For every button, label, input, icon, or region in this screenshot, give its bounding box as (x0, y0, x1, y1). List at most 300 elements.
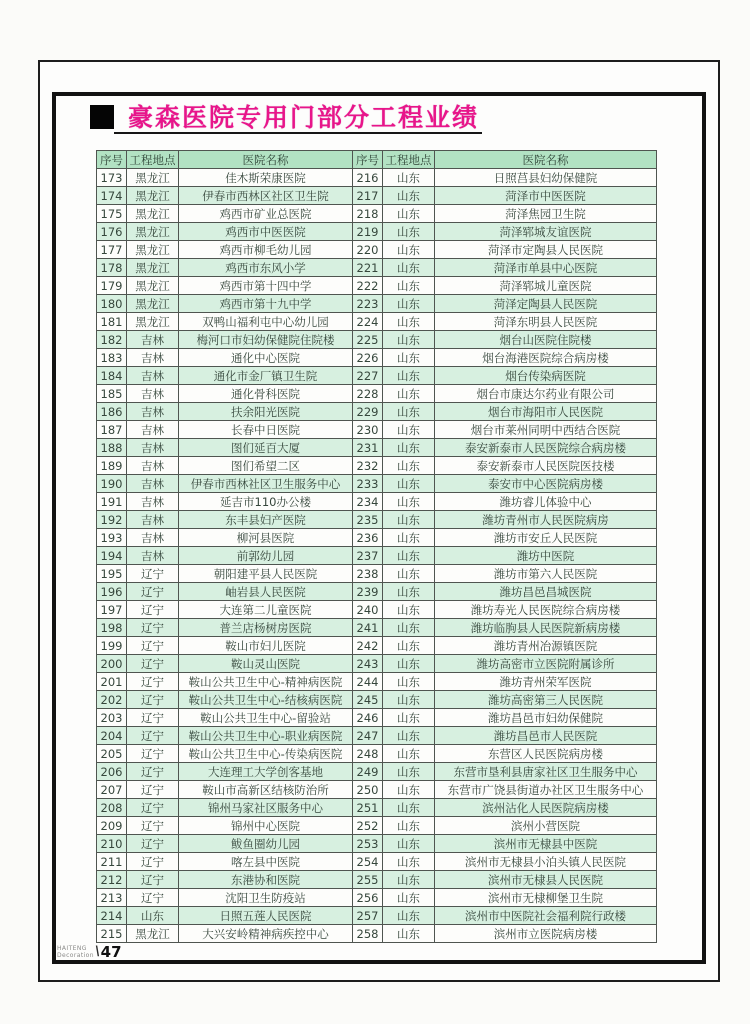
header-serial-right: 序号 (353, 151, 383, 169)
serial-cell: 178 (97, 259, 127, 277)
table-row (97, 187, 657, 205)
brand-line2: Decoration (57, 951, 94, 959)
table-header (97, 151, 657, 169)
hospital-name-cell: 日照莒县妇幼保健院 (435, 169, 657, 187)
table-row (97, 889, 657, 907)
hospital-name-cell: 双鸭山福利屯中心幼儿园 (179, 313, 353, 331)
hospital-name-cell: 泰安新泰市人民医院医技楼 (435, 457, 657, 475)
hospital-name-cell: 潍坊高密市立医院附属诊所 (435, 655, 657, 673)
location-cell: 吉林 (127, 349, 179, 367)
header-location-right: 工程地点 (383, 151, 435, 169)
serial-cell: 226 (353, 349, 383, 367)
hospital-name-cell: 潍坊临朐县人民医院新病房楼 (435, 619, 657, 637)
location-cell: 吉林 (127, 403, 179, 421)
hospital-name-cell: 日照五莲人民医院 (179, 907, 353, 925)
hospital-name-cell: 泰安新泰市人民医院综合病房楼 (435, 439, 657, 457)
serial-cell: 186 (97, 403, 127, 421)
location-cell: 吉林 (127, 367, 179, 385)
serial-cell: 206 (97, 763, 127, 781)
serial-cell: 222 (353, 277, 383, 295)
hospital-name-cell: 岫岩县人民医院 (179, 583, 353, 601)
hospital-name-cell: 菏泽市定陶县人民医院 (435, 241, 657, 259)
hospital-name-cell: 滨州市无棣县人民医院 (435, 871, 657, 889)
location-cell: 黑龙江 (127, 187, 179, 205)
location-cell: 吉林 (127, 439, 179, 457)
location-cell: 黑龙江 (127, 223, 179, 241)
serial-cell: 220 (353, 241, 383, 259)
table-row (97, 745, 657, 763)
table-body (97, 169, 657, 943)
serial-cell: 174 (97, 187, 127, 205)
table-row (97, 241, 657, 259)
hospital-name-cell: 通化市金厂镇卫生院 (179, 367, 353, 385)
location-cell: 山东 (383, 349, 435, 367)
hospital-name-cell: 鞍山灵山医院 (179, 655, 353, 673)
title-underline (114, 132, 482, 134)
location-cell: 山东 (383, 367, 435, 385)
hospital-name-cell: 菏泽郓城友谊医院 (435, 223, 657, 241)
table-row (97, 421, 657, 439)
serial-cell: 237 (353, 547, 383, 565)
serial-cell: 195 (97, 565, 127, 583)
serial-cell: 257 (353, 907, 383, 925)
hospital-name-cell: 滨州小营医院 (435, 817, 657, 835)
hospital-name-cell: 烟台海港医院综合病房楼 (435, 349, 657, 367)
location-cell: 黑龙江 (127, 259, 179, 277)
hospital-name-cell: 烟台山医院住院楼 (435, 331, 657, 349)
hospital-name-cell: 滨州市中医院社会福利院行政楼 (435, 907, 657, 925)
table-row (97, 367, 657, 385)
brand-logo (57, 946, 94, 959)
location-cell: 吉林 (127, 421, 179, 439)
hospital-name-cell: 烟台市莱州同明中西结合医院 (435, 421, 657, 439)
serial-cell: 201 (97, 673, 127, 691)
hospital-name-cell: 菏泽郓城儿童医院 (435, 277, 657, 295)
location-cell: 山东 (383, 601, 435, 619)
table-row (97, 169, 657, 187)
serial-cell: 244 (353, 673, 383, 691)
hospital-name-cell: 伊春市西林区社区卫生院 (179, 187, 353, 205)
header-location-left: 工程地点 (127, 151, 179, 169)
serial-cell: 234 (353, 493, 383, 511)
table-row (97, 475, 657, 493)
serial-cell: 243 (353, 655, 383, 673)
hospital-name-cell: 潍坊昌邑昌城医院 (435, 583, 657, 601)
serial-cell: 184 (97, 367, 127, 385)
hospital-name-cell: 鸡西市柳毛幼儿园 (179, 241, 353, 259)
table-row (97, 493, 657, 511)
location-cell: 山东 (383, 241, 435, 259)
location-cell: 山东 (383, 493, 435, 511)
location-cell: 山东 (383, 331, 435, 349)
serial-cell: 194 (97, 547, 127, 565)
serial-cell: 205 (97, 745, 127, 763)
header-hospital-right: 医院名称 (435, 151, 657, 169)
table-row (97, 349, 657, 367)
location-cell: 吉林 (127, 475, 179, 493)
serial-cell: 214 (97, 907, 127, 925)
hospital-name-cell: 菏泽定陶县人民医院 (435, 295, 657, 313)
header-hospital-left: 医院名称 (179, 151, 353, 169)
serial-cell: 215 (97, 925, 127, 943)
hospital-name-cell: 扶余阳光医院 (179, 403, 353, 421)
serial-cell: 173 (97, 169, 127, 187)
serial-cell: 191 (97, 493, 127, 511)
location-cell: 山东 (383, 925, 435, 943)
table-row (97, 763, 657, 781)
hospital-name-cell: 鞍山公共卫生中心-结核病医院 (179, 691, 353, 709)
serial-cell: 231 (353, 439, 383, 457)
hospital-name-cell: 喀左县中医院 (179, 853, 353, 871)
location-cell: 辽宁 (127, 565, 179, 583)
brand-slash: \ (93, 944, 101, 959)
hospital-name-cell: 潍坊青州荣军医院 (435, 673, 657, 691)
table-row (97, 385, 657, 403)
hospital-name-cell: 菏泽东明县人民医院 (435, 313, 657, 331)
hospital-name-cell: 鞍山市妇儿医院 (179, 637, 353, 655)
hospital-name-cell: 大连第二儿童医院 (179, 601, 353, 619)
serial-cell: 175 (97, 205, 127, 223)
serial-cell: 208 (97, 799, 127, 817)
serial-cell: 189 (97, 457, 127, 475)
serial-cell: 227 (353, 367, 383, 385)
hospital-name-cell: 潍坊睿儿体验中心 (435, 493, 657, 511)
location-cell: 山东 (383, 781, 435, 799)
location-cell: 山东 (383, 439, 435, 457)
location-cell: 山东 (383, 529, 435, 547)
location-cell: 吉林 (127, 547, 179, 565)
serial-cell: 221 (353, 259, 383, 277)
hospital-name-cell: 柳河县医院 (179, 529, 353, 547)
hospital-name-cell: 延吉市110办公楼 (179, 493, 353, 511)
hospital-name-cell: 鸡西市东风小学 (179, 259, 353, 277)
hospital-name-cell: 锦州马家社区服务中心 (179, 799, 353, 817)
table-row (97, 565, 657, 583)
location-cell: 山东 (383, 745, 435, 763)
hospital-name-cell: 滨州市立医院病房楼 (435, 925, 657, 943)
serial-cell: 204 (97, 727, 127, 745)
location-cell: 山东 (383, 565, 435, 583)
location-cell: 山东 (383, 259, 435, 277)
serial-cell: 197 (97, 601, 127, 619)
serial-cell: 251 (353, 799, 383, 817)
location-cell: 山东 (383, 889, 435, 907)
location-cell: 黑龙江 (127, 169, 179, 187)
hospital-name-cell: 潍坊青州冶源镇医院 (435, 637, 657, 655)
hospital-name-cell: 东营市广饶县街道办社区卫生服务中心 (435, 781, 657, 799)
table-row (97, 583, 657, 601)
hospital-name-cell: 鸡西市第十九中学 (179, 295, 353, 313)
serial-cell: 247 (353, 727, 383, 745)
location-cell: 辽宁 (127, 619, 179, 637)
table-row (97, 547, 657, 565)
serial-cell: 255 (353, 871, 383, 889)
serial-cell: 180 (97, 295, 127, 313)
table-row (97, 601, 657, 619)
location-cell: 黑龙江 (127, 295, 179, 313)
serial-cell: 219 (353, 223, 383, 241)
location-cell: 黑龙江 (127, 241, 179, 259)
serial-cell: 250 (353, 781, 383, 799)
location-cell: 辽宁 (127, 763, 179, 781)
hospital-name-cell: 鞍山公共卫生中心-精神病医院 (179, 673, 353, 691)
table-row (97, 817, 657, 835)
location-cell: 山东 (127, 907, 179, 925)
hospital-name-cell: 锦州中心医院 (179, 817, 353, 835)
table-row (97, 673, 657, 691)
hospital-name-cell: 图们延百大厦 (179, 439, 353, 457)
location-cell: 山东 (383, 817, 435, 835)
table-row (97, 709, 657, 727)
table-row (97, 619, 657, 637)
location-cell: 黑龙江 (127, 925, 179, 943)
hospital-name-cell: 鞍山公共卫生中心-留验站 (179, 709, 353, 727)
hospital-name-cell: 东营区人民医院病房楼 (435, 745, 657, 763)
hospital-name-cell: 滨州市无棣县中医院 (435, 835, 657, 853)
serial-cell: 216 (353, 169, 383, 187)
table-row (97, 691, 657, 709)
serial-cell: 228 (353, 385, 383, 403)
hospital-name-cell: 鸡西市中医医院 (179, 223, 353, 241)
serial-cell: 181 (97, 313, 127, 331)
serial-cell: 183 (97, 349, 127, 367)
location-cell: 黑龙江 (127, 313, 179, 331)
location-cell: 吉林 (127, 511, 179, 529)
location-cell: 山东 (383, 799, 435, 817)
serial-cell: 232 (353, 457, 383, 475)
hospital-name-cell: 前郭幼儿园 (179, 547, 353, 565)
hospital-name-cell: 潍坊中医院 (435, 547, 657, 565)
serial-cell: 193 (97, 529, 127, 547)
serial-cell: 213 (97, 889, 127, 907)
serial-cell: 238 (353, 565, 383, 583)
footer-block (57, 944, 122, 959)
hospital-name-cell: 鞍山市高新区结核防治所 (179, 781, 353, 799)
hospital-name-cell: 伊春市西林社区卫生服务中心 (179, 475, 353, 493)
serial-cell: 210 (97, 835, 127, 853)
serial-cell: 240 (353, 601, 383, 619)
table-row (97, 529, 657, 547)
hospital-name-cell: 东港协和医院 (179, 871, 353, 889)
hospital-name-cell: 大兴安岭精神病疾控中心 (179, 925, 353, 943)
hospital-name-cell: 潍坊青州市人民医院病房 (435, 511, 657, 529)
location-cell: 吉林 (127, 529, 179, 547)
table-row (97, 223, 657, 241)
hospital-name-cell: 菏泽焦园卫生院 (435, 205, 657, 223)
serial-cell: 212 (97, 871, 127, 889)
hospital-name-cell: 烟台市海阳市人民医院 (435, 403, 657, 421)
page-number: 47 (100, 943, 122, 961)
hospital-name-cell: 滨州市无棣柳堡卫生院 (435, 889, 657, 907)
location-cell: 山东 (383, 385, 435, 403)
hospital-name-cell: 菏泽市中医医院 (435, 187, 657, 205)
serial-cell: 230 (353, 421, 383, 439)
location-cell: 山东 (383, 835, 435, 853)
hospital-name-cell: 潍坊寿光人民医院综合病房楼 (435, 601, 657, 619)
location-cell: 吉林 (127, 457, 179, 475)
serial-cell: 256 (353, 889, 383, 907)
location-cell: 辽宁 (127, 727, 179, 745)
location-cell: 辽宁 (127, 709, 179, 727)
serial-cell: 235 (353, 511, 383, 529)
location-cell: 山东 (383, 277, 435, 295)
serial-cell: 211 (97, 853, 127, 871)
hospital-name-cell: 潍坊昌邑市人民医院 (435, 727, 657, 745)
serial-cell: 218 (353, 205, 383, 223)
serial-cell: 198 (97, 619, 127, 637)
table-row (97, 637, 657, 655)
serial-cell: 253 (353, 835, 383, 853)
hospital-name-cell: 潍坊市安丘人民医院 (435, 529, 657, 547)
title-bullet-square-icon (90, 105, 114, 129)
table-row (97, 457, 657, 475)
brand-line1: HAITENG (57, 945, 87, 952)
serial-cell: 179 (97, 277, 127, 295)
table-row (97, 871, 657, 889)
location-cell: 辽宁 (127, 601, 179, 619)
hospital-name-cell: 菏泽市单县中心医院 (435, 259, 657, 277)
table-row (97, 907, 657, 925)
location-cell: 辽宁 (127, 889, 179, 907)
serial-cell: 229 (353, 403, 383, 421)
serial-cell: 246 (353, 709, 383, 727)
serial-cell: 217 (353, 187, 383, 205)
serial-cell: 199 (97, 637, 127, 655)
hospital-name-cell: 鞍山公共卫生中心-传染病医院 (179, 745, 353, 763)
location-cell: 山东 (383, 907, 435, 925)
hospital-name-cell: 东丰县妇产医院 (179, 511, 353, 529)
hospital-name-cell: 佳木斯荣康医院 (179, 169, 353, 187)
hospital-name-cell: 泰安市中心医院病房楼 (435, 475, 657, 493)
location-cell: 山东 (383, 583, 435, 601)
table-row (97, 403, 657, 421)
table-row (97, 655, 657, 673)
hospital-name-cell: 潍坊昌邑市妇幼保健院 (435, 709, 657, 727)
location-cell: 辽宁 (127, 655, 179, 673)
location-cell: 山东 (383, 475, 435, 493)
table-row (97, 277, 657, 295)
serial-cell: 248 (353, 745, 383, 763)
hospital-name-cell: 烟台传染病医院 (435, 367, 657, 385)
serial-cell: 236 (353, 529, 383, 547)
hospital-name-cell: 普兰店杨树房医院 (179, 619, 353, 637)
table-row (97, 835, 657, 853)
table-row (97, 799, 657, 817)
hospital-name-cell: 通化骨科医院 (179, 385, 353, 403)
serial-cell: 252 (353, 817, 383, 835)
serial-cell: 203 (97, 709, 127, 727)
serial-cell: 223 (353, 295, 383, 313)
table-row (97, 439, 657, 457)
hospital-name-cell: 鸡西市第十四中学 (179, 277, 353, 295)
hospital-name-cell: 潍坊高密第三人民医院 (435, 691, 657, 709)
serial-cell: 225 (353, 331, 383, 349)
location-cell: 辽宁 (127, 853, 179, 871)
hospital-name-cell: 梅河口市妇幼保健院住院楼 (179, 331, 353, 349)
location-cell: 辽宁 (127, 673, 179, 691)
location-cell: 山东 (383, 403, 435, 421)
location-cell: 山东 (383, 511, 435, 529)
hospital-name-cell: 鲅鱼圈幼儿园 (179, 835, 353, 853)
hospital-name-cell: 图们希望二区 (179, 457, 353, 475)
location-cell: 吉林 (127, 385, 179, 403)
location-cell: 辽宁 (127, 835, 179, 853)
table-row (97, 925, 657, 943)
location-cell: 山东 (383, 871, 435, 889)
table-row (97, 727, 657, 745)
serial-cell: 192 (97, 511, 127, 529)
serial-cell: 176 (97, 223, 127, 241)
hospital-name-cell: 鸡西市矿业总医院 (179, 205, 353, 223)
hospital-name-cell: 滨州沾化人民医院病房楼 (435, 799, 657, 817)
location-cell: 辽宁 (127, 871, 179, 889)
location-cell: 山东 (383, 619, 435, 637)
location-cell: 山东 (383, 313, 435, 331)
hospital-name-cell: 朝阳建平县人民医院 (179, 565, 353, 583)
location-cell: 山东 (383, 655, 435, 673)
hospital-name-cell: 东营市垦利县唐家社区卫生服务中心 (435, 763, 657, 781)
serial-cell: 242 (353, 637, 383, 655)
table-row (97, 259, 657, 277)
serial-cell: 239 (353, 583, 383, 601)
serial-cell: 196 (97, 583, 127, 601)
location-cell: 山东 (383, 673, 435, 691)
table-row (97, 781, 657, 799)
location-cell: 辽宁 (127, 691, 179, 709)
serial-cell: 185 (97, 385, 127, 403)
serial-cell: 209 (97, 817, 127, 835)
hospital-name-cell: 潍坊市第六人民医院 (435, 565, 657, 583)
location-cell: 辽宁 (127, 799, 179, 817)
location-cell: 吉林 (127, 331, 179, 349)
hospital-name-cell: 鞍山公共卫生中心-职业病医院 (179, 727, 353, 745)
table-header-row (97, 151, 657, 169)
serial-cell: 254 (353, 853, 383, 871)
location-cell: 山东 (383, 187, 435, 205)
page-title: 豪森医院专用门部分工程业绩 (128, 103, 480, 132)
serial-cell: 241 (353, 619, 383, 637)
serial-cell: 182 (97, 331, 127, 349)
location-cell: 山东 (383, 637, 435, 655)
serial-cell: 245 (353, 691, 383, 709)
location-cell: 黑龙江 (127, 205, 179, 223)
table-row (97, 313, 657, 331)
hospital-name-cell: 大连理工大学创客基地 (179, 763, 353, 781)
achievements-table (96, 150, 657, 943)
table-row (97, 295, 657, 313)
serial-cell: 224 (353, 313, 383, 331)
serial-cell: 177 (97, 241, 127, 259)
hospital-name-cell: 长春中日医院 (179, 421, 353, 439)
location-cell: 山东 (383, 295, 435, 313)
hospital-name-cell: 烟台市康达尔药业有限公司 (435, 385, 657, 403)
location-cell: 辽宁 (127, 583, 179, 601)
hospital-name-cell: 通化中心医院 (179, 349, 353, 367)
location-cell: 山东 (383, 727, 435, 745)
serial-cell: 200 (97, 655, 127, 673)
serial-cell: 202 (97, 691, 127, 709)
location-cell: 山东 (383, 223, 435, 241)
location-cell: 山东 (383, 547, 435, 565)
table-row (97, 205, 657, 223)
location-cell: 山东 (383, 691, 435, 709)
location-cell: 辽宁 (127, 817, 179, 835)
serial-cell: 190 (97, 475, 127, 493)
table-row (97, 511, 657, 529)
serial-cell: 258 (353, 925, 383, 943)
serial-cell: 249 (353, 763, 383, 781)
location-cell: 辽宁 (127, 781, 179, 799)
